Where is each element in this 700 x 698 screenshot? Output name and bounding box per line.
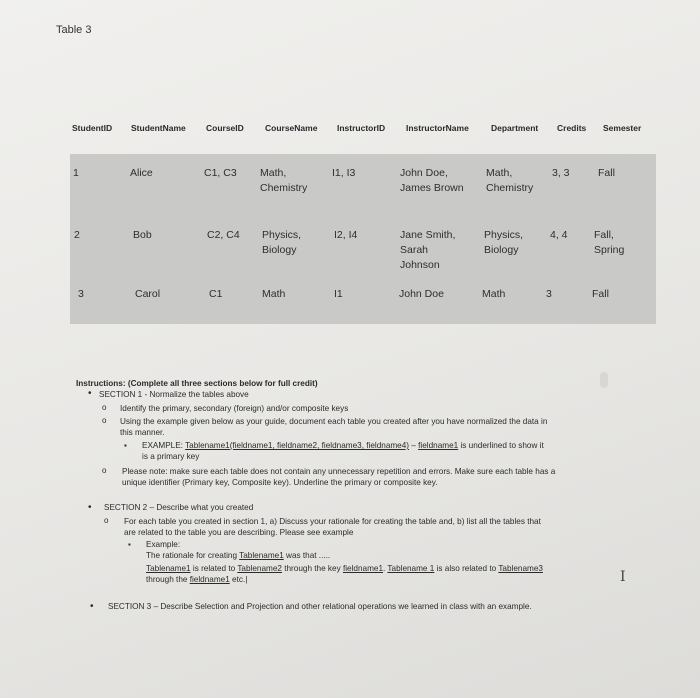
example-dash: –: [409, 441, 419, 450]
instructions-title: Instructions: (Complete all three sections below for full credit): [76, 379, 318, 388]
bullet-circle: o: [102, 403, 107, 412]
relation-cont-field: fieldname1: [189, 575, 230, 584]
table-caption: Table 3: [56, 24, 92, 36]
cell-studentname: Carol: [135, 288, 161, 300]
relation-text: is related to: [190, 564, 238, 573]
rationale-post: was that .....: [283, 551, 331, 560]
bullet-circle: o: [102, 416, 107, 425]
relation-table2: Tablename2: [237, 564, 282, 573]
example-line2: is a primary key: [142, 452, 200, 461]
section1-item-c-line2: unique identifier (Primary key, Composite key). Underline the primary or composite key.: [122, 478, 438, 487]
header-instructorname: InstructorName: [406, 123, 469, 133]
section1-item-b-line2: this manner.: [120, 428, 165, 437]
example-table: Tablename1: [185, 441, 230, 450]
cell-instructorid: I1, I3: [332, 167, 356, 179]
rationale-pre: The rationale for creating: [146, 551, 240, 560]
cell-studentid: 1: [73, 167, 79, 179]
bullet-dot: •: [88, 502, 92, 513]
relation-field: fieldname1: [342, 564, 384, 573]
header-semester: Semester: [603, 123, 642, 133]
relation-text: .: [383, 564, 388, 573]
section2-heading: SECTION 2 – Describe what you created: [104, 503, 254, 512]
text-cursor-icon: I: [620, 569, 626, 585]
bullet-square: ▪: [128, 540, 131, 549]
relation-table1: Tablename1: [146, 564, 191, 573]
relation-cont-post: etc.|: [229, 575, 248, 584]
section1-item-c-line1: Please note: make sure each table does not contain any unnecessary repetition and errors. Make sure each table has a: [122, 467, 556, 476]
cell-department: Math, Chemistry: [486, 167, 534, 194]
cell-department: Physics, Biology: [484, 229, 524, 256]
cell-coursename: Math, Chemistry: [260, 167, 308, 194]
section1-heading: SECTION 1 - Normalize the tables above: [99, 390, 249, 399]
section2-example-label: Example:: [146, 540, 181, 549]
relation-table4: Tablename3: [498, 564, 543, 573]
relation-table3: Tablename 1: [387, 564, 435, 573]
header-coursename: CourseName: [265, 123, 318, 133]
cell-credits: 4, 4: [550, 229, 568, 241]
cell-studentid: 3: [78, 288, 84, 300]
header-instructorid: InstructorID: [337, 123, 386, 133]
cell-semester: Fall: [598, 167, 615, 179]
cell-instructorid: I2, I4: [334, 229, 358, 241]
example-label: EXAMPLE:: [142, 441, 186, 450]
cell-instructorid: I1: [334, 288, 343, 300]
cell-studentid: 2: [74, 229, 80, 241]
section2-rationale: [146, 550, 330, 561]
relation-text: through the key: [281, 564, 343, 573]
header-department: Department: [491, 123, 539, 133]
bullet-square: ▪: [124, 441, 127, 450]
section2-item-a-line2: are related to the table you are describing. Please see example: [124, 528, 354, 537]
cell-instructorname: John Doe: [399, 288, 444, 300]
cell-courseid: C1: [209, 288, 223, 300]
example-rest: is underlined to show it: [458, 441, 544, 450]
cell-studentname: Alice: [130, 167, 153, 179]
cell-coursename: Physics, Biology: [262, 229, 302, 256]
section1-item-b-line1: Using the example given below as your guide, document each table you created after you have normalized the data in: [120, 417, 548, 426]
section2-item-a-line1: For each table you created in section 1, a) Discuss your rationale for creating the table and, b) list all the tables that: [124, 517, 541, 526]
header-credits: Credits: [557, 123, 587, 133]
section3-heading: SECTION 3 – Describe Selection and Projection and other relational operations we learned in class with an example.: [108, 602, 532, 611]
header-studentname: StudentName: [131, 123, 186, 133]
header-studentid: StudentID: [72, 123, 113, 133]
example-pk: fieldname1: [418, 441, 459, 450]
cell-credits: 3, 3: [552, 167, 570, 179]
cell-coursename: Math: [262, 288, 286, 300]
relation-cont-pre: through the: [146, 575, 190, 584]
cell-studentname: Bob: [133, 229, 152, 241]
section2-relation: [146, 563, 543, 574]
cell-instructorname: Jane Smith, Sarah Johnson: [400, 229, 456, 271]
cell-instructorname: John Doe, James Brown: [400, 167, 464, 194]
section1-item-a: Identify the primary, secondary (foreign) and/or composite keys: [120, 404, 349, 413]
bullet-dot: •: [88, 388, 92, 399]
bullet-circle: o: [104, 516, 109, 525]
rationale-table: Tablename1: [239, 551, 284, 560]
cell-courseid: C1, C3: [204, 167, 237, 179]
cell-department: Math: [482, 288, 506, 300]
example-line1: [142, 440, 544, 451]
cell-semester: Fall: [592, 288, 609, 300]
cell-credits: 3: [546, 288, 552, 300]
bullet-circle: o: [102, 466, 107, 475]
header-courseid: CourseID: [206, 123, 244, 133]
bullet-dot: •: [90, 601, 94, 612]
cell-semester: Fall, Spring: [594, 229, 625, 256]
cell-courseid: C2, C4: [207, 229, 240, 241]
section2-relation-cont[interactable]: [146, 574, 247, 585]
relation-text: is also related to: [434, 564, 499, 573]
example-fields: (fieldname1, fieldname2, fieldname3, fieldname4): [229, 441, 410, 450]
